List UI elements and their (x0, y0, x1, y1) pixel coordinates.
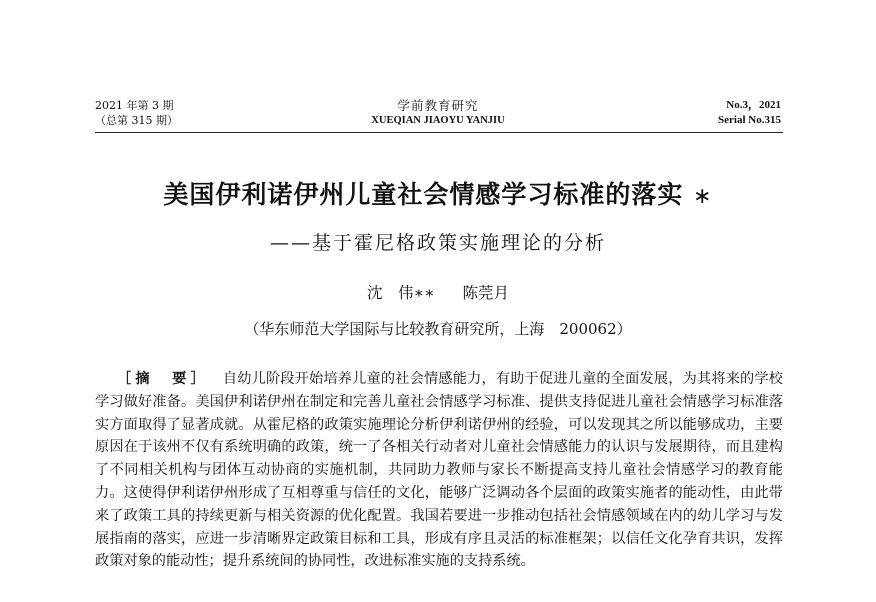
issue-number: 2021 年第 3 期 (95, 99, 174, 112)
article-title (0, 178, 876, 214)
abstract (95, 368, 783, 573)
header-rule (95, 132, 783, 133)
total-issue-number: （总第 315 期） (95, 114, 178, 127)
title-footnote-mark: ∗ (693, 184, 713, 209)
article-subtitle: ——基于霍尼格政策实施理论的分析 (269, 232, 606, 254)
author-1: 沈 伟∗∗ (366, 284, 435, 302)
article-title-text: 美国伊利诺伊州儿童社会情感学习标准的落实 (163, 180, 684, 209)
journal-name-en: XUEQIAN JIAOYU YANJIU (371, 115, 505, 126)
abstract-label: ［摘 要］ (117, 371, 209, 387)
abstract-text: 自幼儿阶段开始培养儿童的社会情感能力，有助于促进儿童的全面发展，为其将来的学校学习做好准备。美国伊利诺伊州在制定和完善儿童社会情感学习标准、提供支持促进儿童社会情感学习标准落实方面取得了显著成就。从霍尼格的政策实施理论分析伊利诺伊州的经验，可以发现其之所以能够成功，主要原因在于该州不仅有系统明确的政策，统一了各相关行动者对儿童社会情感能力的认识与发展期待，而且建构了不同相关机构与团体互动协商的实施机制，共同助力教师与家长不断提高支持儿童社会情感学习的教育能力。这使得伊利诺伊州形成了互相尊重与信任的文化，能够广泛调动各个层面的政策实施者的能动性，由此带来了政策工具的持续更新与相关资源的优化配置。我国若要进一步推动包括社会情感领域在内的幼儿学习与发展指南的落实，应进一步清晰界定政策目标和工具，形成有序且灵活的标准框架；以信任文化孕育共识，发挥政策对象的能动性；提升系统间的协同性，改进标准实施的支持系统。 (95, 371, 783, 570)
issue-number-en: No.3，2021 (726, 99, 781, 111)
author-2: 陈莞月 (462, 284, 510, 302)
journal-name-cn: 学前教育研究 (397, 98, 479, 113)
author-line (0, 282, 876, 304)
author-affiliation: （华东师范大学国际与比较教育研究所，上海 200062） (244, 320, 632, 338)
running-header-right (718, 98, 781, 128)
serial-number-en: Serial No.315 (718, 114, 781, 126)
